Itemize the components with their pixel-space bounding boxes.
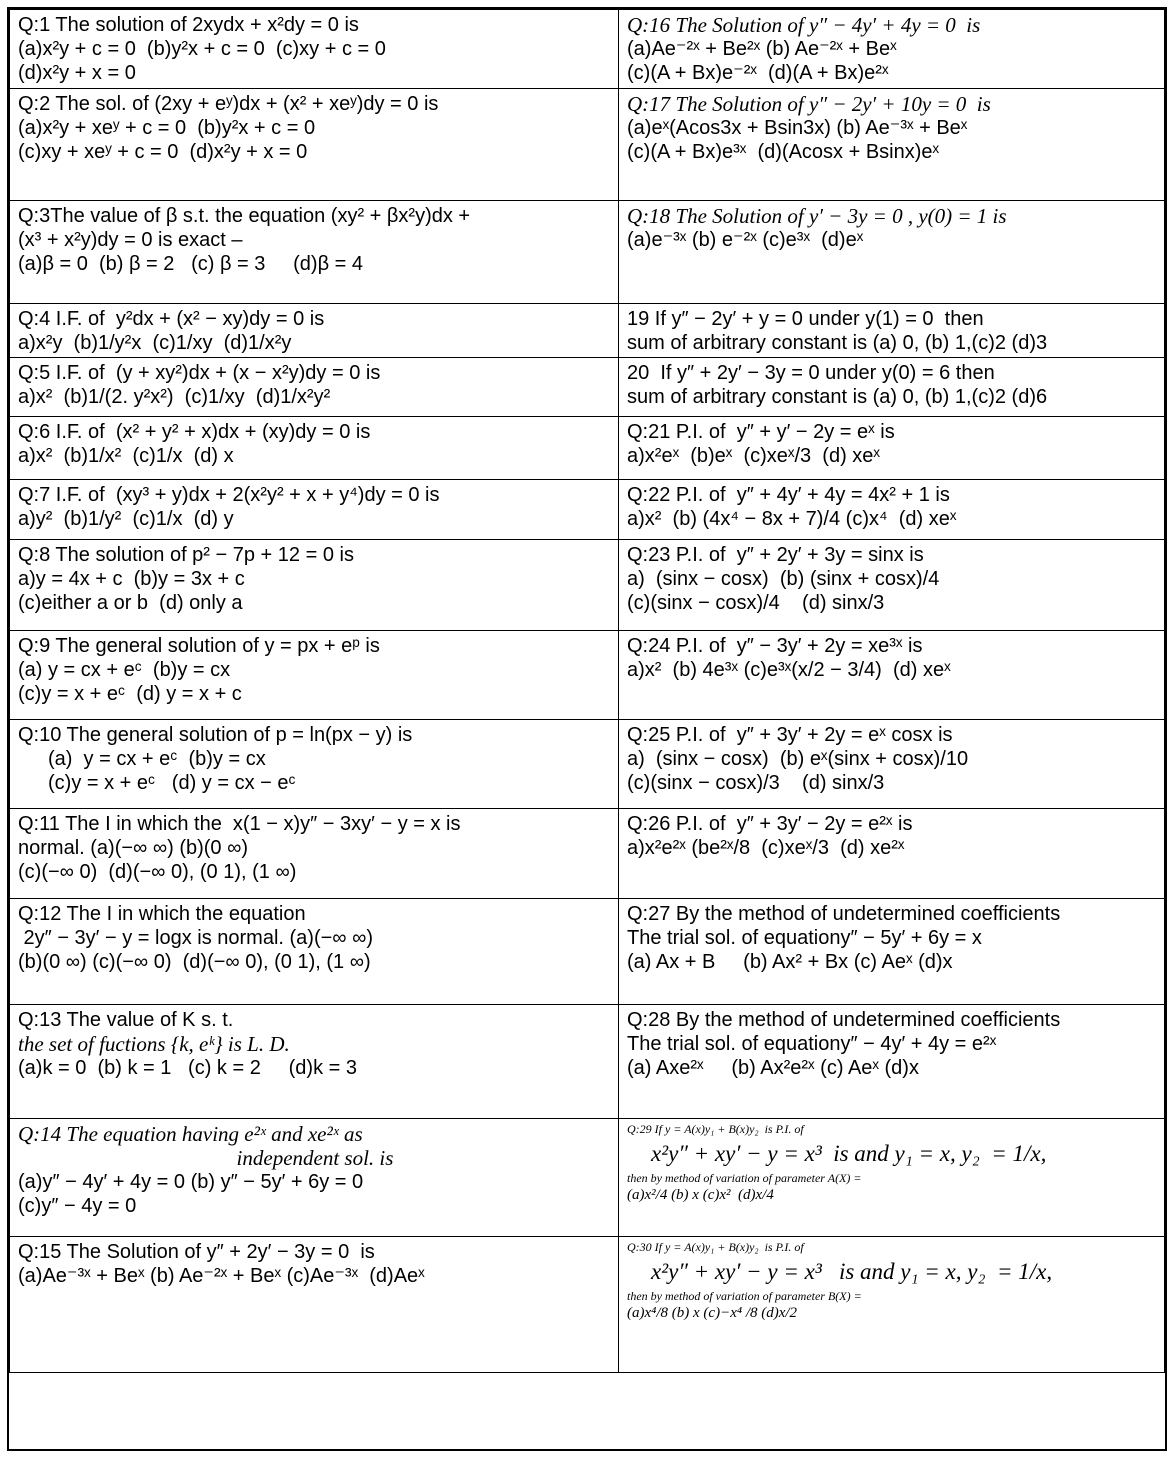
question-line: a)y = 4x + c (b)y = 3x + c [18,568,245,590]
question-line: (a)e⁻³ˣ (b) e⁻²ˣ (c)e³ˣ (d)eˣ [627,229,864,251]
question-line: Q:5 I.F. of (y + xy²)dx + (x − x²y)dy = 0 is [18,362,381,384]
question-line: Q:9 The general solution of y = px + eᵖ is [18,635,380,657]
question-line: Q:8 The solution of p² − 7p + 12 = 0 is [18,544,354,566]
question-line: then by method of variation of parameter B(X) = [627,1289,862,1303]
question-cell-6 [10,417,619,480]
question-line: (a)x²/4 (b) x (c)x² (d)x/4 [627,1187,774,1203]
question-line: a)y² (b)1/y² (c)1/x (d) y [18,508,234,530]
question-line: Q:18 The Solution of y′ − 3y = 0 , y(0) = 1 is [627,204,1007,228]
question-line: (a)eˣ(Acos3x + Bsin3x) (b) Ae⁻³ˣ + Beˣ [627,117,968,139]
question-line: (a)y″ − 4y′ + 4y = 0 (b) y″ − 5y′ + 6y = 0 [18,1171,364,1193]
question-line: 19 If y″ − 2y′ + y = 0 under y(1) = 0 then [627,308,984,330]
question-cell-16 [619,10,1165,89]
question-line: Q:30 If y = A(x)y₁ + B(x)y₂ is P.I. of [627,1240,804,1254]
table-row [10,720,1165,809]
question-cell-25 [619,720,1165,809]
question-line: normal. (a)(−∞ ∞) (b)(0 ∞) [18,837,249,859]
question-line: (b)(0 ∞) (c)(−∞ 0) (d)(−∞ 0), (0 1), (1 ∞) [18,951,371,973]
question-cell-10 [10,720,619,809]
table-row [10,480,1165,540]
question-line: (x³ + x²y)dy = 0 is exact – [18,229,243,251]
question-line: (c)either a or b (d) only a [18,592,243,614]
question-line: (a)Ae⁻²ˣ + Be²ˣ (b) Ae⁻²ˣ + Beˣ [627,38,897,60]
question-line: (c)y = x + eᶜ (d) y = cx − eᶜ [48,772,296,794]
question-cell-9 [10,631,619,720]
question-cell-3 [10,201,619,304]
question-line: Q:14 The equation having e²ˣ and xe²ˣ as [18,1122,363,1146]
question-line: Q:24 P.I. of y″ − 3y′ + 2y = xe³ˣ is [627,635,923,657]
question-cell-14 [10,1119,619,1237]
question-line: a) (sinx − cosx) (b) eˣ(sinx + cosx)/10 [627,748,969,770]
question-line: 20 If y″ + 2y′ − 3y = 0 under y(0) = 6 then [627,362,995,384]
question-line: a)x²e²ˣ (be²ˣ/8 (c)xeˣ/3 (d) xe²ˣ [627,837,905,859]
question-cell-18 [619,201,1165,304]
question-line: a)x² (b) (4x⁴ − 8x + 7)/4 (c)x⁴ (d) xeˣ [627,508,957,530]
question-line: Q:26 P.I. of y″ + 3y′ − 2y = e²ˣ is [627,813,913,835]
question-cell-17 [619,89,1165,201]
question-cell-19 [619,304,1165,358]
question-cell-28 [619,1005,1165,1119]
question-line: Q:7 I.F. of (xy³ + y)dx + 2(x²y² + x + y⁴)dy = 0 is [18,484,440,506]
question-line: (a)x⁴/8 (b) x (c)−x⁴ /8 (d)x/2 [627,1305,798,1321]
question-line: x²y″ + xy′ − y = x³ is and y₁ = x, y₂ = 1/x, [651,1259,1053,1284]
question-cell-30 [619,1237,1165,1373]
table-row [10,809,1165,899]
question-cell-24 [619,631,1165,720]
question-line: (d)x²y + x = 0 [18,62,136,84]
table-row [10,417,1165,480]
question-cell-27 [619,899,1165,1005]
table-row [10,358,1165,417]
question-cell-23 [619,540,1165,631]
question-cell-12 [10,899,619,1005]
question-line: (a)x²y + c = 0 (b)y²x + c = 0 (c)xy + c = 0 [18,38,386,60]
question-line: (c)(A + Bx)e³ˣ (d)(Acosx + Bsinx)eˣ [627,141,940,163]
question-line: Q:25 P.I. of y″ + 3y′ + 2y = eˣ cosx is [627,724,953,746]
question-line: (a)k = 0 (b) k = 1 (c) k = 2 (d)k = 3 [18,1057,357,1079]
question-cell-7 [10,480,619,540]
table-row [10,631,1165,720]
question-line: (a) y = cx + eᶜ (b)y = cx [48,748,266,770]
question-cell-29 [619,1119,1165,1237]
question-line: Q:6 I.F. of (x² + y² + x)dx + (xy)dy = 0 is [18,421,371,443]
question-line: Q:1 The solution of 2xydx + x²dy = 0 is [18,14,359,36]
question-line: (a)x²y + xeʸ + c = 0 (b)y²x + c = 0 [18,117,316,139]
table-row [10,1005,1165,1119]
question-cell-1 [10,10,619,89]
question-line: (c)y = x + eᶜ (d) y = x + c [18,683,242,705]
question-line: (c)y″ − 4y = 0 [18,1195,137,1217]
question-cell-21 [619,417,1165,480]
question-line: (c)(−∞ 0) (d)(−∞ 0), (0 1), (1 ∞) [18,861,297,883]
question-line: sum of arbitrary constant is (a) 0, (b) 1,(c)2 (d)3 [627,332,1048,354]
table-row [10,89,1165,201]
question-line: a) (sinx − cosx) (b) (sinx + cosx)/4 [627,568,940,590]
table-row [10,10,1165,89]
question-line: Q:23 P.I. of y″ + 2y′ + 3y = sinx is [627,544,924,566]
question-line: Q:21 P.I. of y″ + y′ − 2y = eˣ is [627,421,895,443]
question-cell-11 [10,809,619,899]
question-line: a)x² (b)1/x² (c)1/x (d) x [18,445,234,467]
table-row [10,201,1165,304]
question-line: (a) Axe²ˣ (b) Ax²e²ˣ (c) Aeˣ (d)x [627,1057,919,1079]
question-line: a)x²y (b)1/y²x (c)1/xy (d)1/x²y [18,332,292,354]
question-line: (a) Ax + B (b) Ax² + Bx (c) Aeˣ (d)x [627,951,953,973]
question-line: a)x²eˣ (b)eˣ (c)xeˣ/3 (d) xeˣ [627,445,880,467]
question-line: (c)(sinx − cosx)/3 (d) sinx/3 [627,772,885,794]
question-line: (a)Ae⁻³ˣ + Beˣ (b) Ae⁻²ˣ + Beˣ (c)Ae⁻³ˣ (d)Aeˣ [18,1265,425,1287]
question-line: x²y″ + xy′ − y = x³ is and y₁ = x, y₂ = 1/x, [651,1141,1047,1166]
question-line: Q:29 If y = A(x)y₁ + B(x)y₂ is P.I. of [627,1122,804,1136]
question-line: Q:17 The Solution of y″ − 2y′ + 10y = 0 is [627,92,991,116]
question-line: (c)(sinx − cosx)/4 (d) sinx/3 [627,592,885,614]
question-cell-4 [10,304,619,358]
question-cell-2 [10,89,619,201]
table-row [10,1119,1165,1237]
questions-table [9,9,1165,1373]
table-row [10,899,1165,1005]
question-cell-13 [10,1005,619,1119]
question-line: then by method of variation of parameter A(X) = [627,1171,862,1185]
question-line: (c)xy + xeʸ + c = 0 (d)x²y + x = 0 [18,141,308,163]
question-line: 2y″ − 3y′ − y = logx is normal. (a)(−∞ ∞) [18,927,374,949]
question-line: sum of arbitrary constant is (a) 0, (b) 1,(c)2 (d)6 [627,386,1048,408]
question-line: Q:3The value of β s.t. the equation (xy² + βx²y)dx + [18,205,471,227]
question-cell-26 [619,809,1165,899]
question-line: a)x² (b)1/(2. y²x²) (c)1/xy (d)1/x²y² [18,386,331,408]
question-cell-20 [619,358,1165,417]
question-line: the set of fuctions {k, eᵏ} is L. D. [18,1032,290,1056]
question-cell-22 [619,480,1165,540]
question-line: Q:27 By the method of undetermined coefficients [627,903,1061,925]
question-line: (a)β = 0 (b) β = 2 (c) β = 3 (d)β = 4 [18,253,364,275]
question-line: Q:10 The general solution of p = ln(px − y) is [18,724,413,746]
question-line: The trial sol. of equationy″ − 4y′ + 4y = e²ˣ [627,1033,997,1055]
table-row [10,304,1165,358]
question-line: (a) y = cx + eᶜ (b)y = cx [18,659,231,681]
question-line: Q:28 By the method of undetermined coefficients [627,1009,1061,1031]
question-line: Q:4 I.F. of y²dx + (x² − xy)dy = 0 is [18,308,325,330]
question-line: The trial sol. of equationy″ − 5y′ + 6y = x [627,927,982,949]
table-row [10,540,1165,631]
question-line: (c)(A + Bx)e⁻²ˣ (d)(A + Bx)e²ˣ [627,62,889,84]
question-line: Q:2 The sol. of (2xy + eʸ)dx + (x² + xeʸ)dy = 0 is [18,93,439,115]
question-cell-8 [10,540,619,631]
question-line: Q:16 The Solution of y″ − 4y′ + 4y = 0 is [627,13,981,37]
question-line: a)x² (b) 4e³ˣ (c)e³ˣ(x/2 − 3/4) (d) xeˣ [627,659,951,681]
question-cell-5 [10,358,619,417]
question-line: Q:15 The Solution of y″ + 2y′ − 3y = 0 is [18,1241,375,1263]
question-line: independent sol. is [236,1146,394,1170]
question-line: Q:13 The value of K s. t. [18,1009,234,1031]
table-row [10,1237,1165,1373]
question-sheet [7,7,1167,1451]
question-cell-15 [10,1237,619,1373]
question-line: Q:12 The I in which the equation [18,903,306,925]
question-line: Q:22 P.I. of y″ + 4y′ + 4y = 4x² + 1 is [627,484,950,506]
question-line: Q:11 The I in which the x(1 − x)y″ − 3xy′ − y = x is [18,813,461,835]
